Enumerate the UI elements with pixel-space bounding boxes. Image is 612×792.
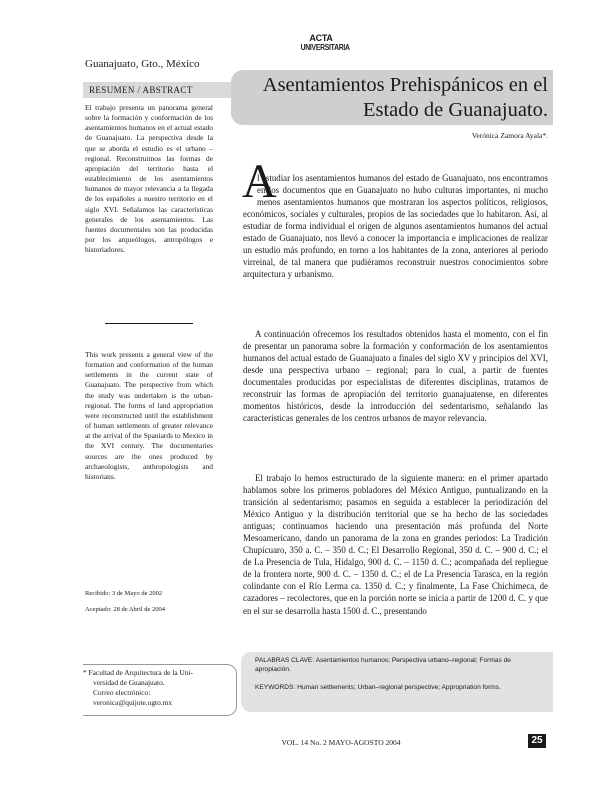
affiliation-line-1: * Facultad de Arquitectura de la Uni- — [83, 668, 194, 677]
paragraph-1-text — [243, 172, 548, 280]
body-paragraph-1 — [243, 172, 548, 280]
affiliation-line-3: Correo electrónico: — [93, 688, 151, 697]
location-header: Guanajuato, Gto., México — [85, 58, 200, 70]
author-email[interactable]: veronica@quijote.ugto.mx — [93, 698, 173, 707]
article-title — [243, 73, 548, 123]
submission-dates — [85, 586, 165, 618]
received-date: Recibido: 3 de Mayo de 2002 — [85, 590, 163, 597]
logo-line-2: UNIVERSITARIA — [300, 43, 350, 52]
author-affiliation — [83, 664, 237, 716]
logo-line-1: ACTA — [309, 33, 333, 43]
page-number: 25 — [528, 734, 546, 748]
issue-footer: VOL. 14 No. 2 MAYO-AGOSTO 2004 — [281, 738, 401, 747]
author-name: Verónica Zamora Ayala*. — [471, 131, 548, 140]
abstract-label: RESUMEN / ABSTRACT — [83, 82, 231, 98]
affiliation-line-2: versidad de Guanajuato. — [93, 678, 165, 687]
abstract-spanish: El trabajo presenta un panorama general sobre la formación y conformación de los asentamientos humanos en el actual estado de Guanajuato. La perspectiva desde la que se aborda el estudio es el urbano – regional. Reconstruimos las formas de apropiación del territorio hasta el establecimiento de los asentamientos humanos de mayor relevancia a la llegada de los españoles a nuestro territorio en el siglo XVI. Señalamos las características generales de los asentamientos. Las fuentes documentales son las producidas por los arqueólogos, antropólogos e historiadores. — [85, 103, 213, 255]
accepted-date: Aceptado: 28 de Abril de 2004 — [85, 606, 165, 613]
body-paragraph-3 — [243, 472, 548, 617]
keywords-english: KEYWORDS: Human settlements; Urban–regional perspective; Appropriation forms. — [255, 684, 501, 691]
paragraph-2-text: A continuación ofrecemos los resultados obtenidos hasta el momento, con el fin de presentar un panorama sobre la formación y conformación de los asentamientos humanos del actual estado de Guanajuato a finales del siglo XV y principios del XVI, desde una perspectiva urbano – regional; para lo cual, a partir de fuentes documentales producidas por especialistas de diferentes disciplinas, tratamos de reconstruir las formas de apropiación del territorio guanajuatense, en diferentes momentos históricos, desde la introducción del sedentarismo, señalando las características generales de los centros urbanos de mayor relevancia. — [243, 329, 548, 424]
journal-logo — [297, 33, 350, 52]
title-line-2: Estado de Guanajuato. — [362, 99, 548, 121]
keywords-spanish: PALABRAS CLAVE: Asentamientos humanos; Perspectiva urbano–regional; Formas de apropiación. — [255, 657, 511, 673]
title-line-1: Asentamientos Prehispánicos en el — [262, 74, 548, 96]
body-paragraph-2 — [243, 328, 548, 424]
paragraph-1-content: l estudiar los asentamientos humanos del estado de Guanajuato, nos encontramos en los documentos que en Guanajuato no hubo culturas importantes, ni mucho menos asentamientos humanos que mostraran los aspectos políticos, religiosos, económicos, sociales y culturales, propios de las sociedades que lo habitaron. Así, al estudiar de forma individual el origen de algunos asentamientos humanos del actual estado de Guanajuato, nos llevó a conocer la importancia e implicaciones de realizar un estudio más profundo, en torno a los habitantes de la zona, anteriores al periodo virreinal, de tal manera que pudiéramos reconstruir nuestros conocimientos sobre arquitectura y urbanismo. — [243, 173, 548, 280]
drop-cap: A — [242, 155, 277, 208]
paragraph-3-text: El trabajo lo hemos estructurado de la siguiente manera: en el primer apartado hablamos sobre los primeros pobladores del México Antiguo, puntualizando en la transición al sedentarismo; pasamos en seguida a establecer la periodización del México Antiguo y la distribución territorial que se ha hecho de las sociedades antiguas; continuamos haciendo una presentación más profunda del Norte Mesoamericano, dando un panorama de la zona en grandes periodos: La Tradición Chupícuaro, 350 a. C. – 350 d. C.; El Desarrollo Regional, 350 d. C. – 900 d. C.; el de La Presencia de Tula, Hidalgo, 900 d. C. – 1150 d. C.; acompañada del repliegue de la frontera norte, 900 d. C. – 1350 d. C.; el de La Presencia Tarasca, en la región colindante con el Río Lerma ca. 1350 d. C.; y finalmente, La Fase Chichimeca, de cazadores – recolectores, que en la porción norte se inicia a partir de 1200 d. C. y que en el sur se desarrolla hasta 1500 d. C., presentando — [243, 473, 548, 616]
abstract-english: This work presents a general view of the formation and conformation of the human settlements in the current state of Guanajuato. The perspective from which the study was undertaken is the urban- regional. The forms of land appropriation were reconstructed until the establishment of human settlements of greater relevance at the arrival of the Spaniards to Mexico in the XVI century. The documentaries sources are the ones produced by archaeologists, anthropologists and historians. — [85, 350, 213, 481]
abstract-divider — [105, 323, 193, 324]
